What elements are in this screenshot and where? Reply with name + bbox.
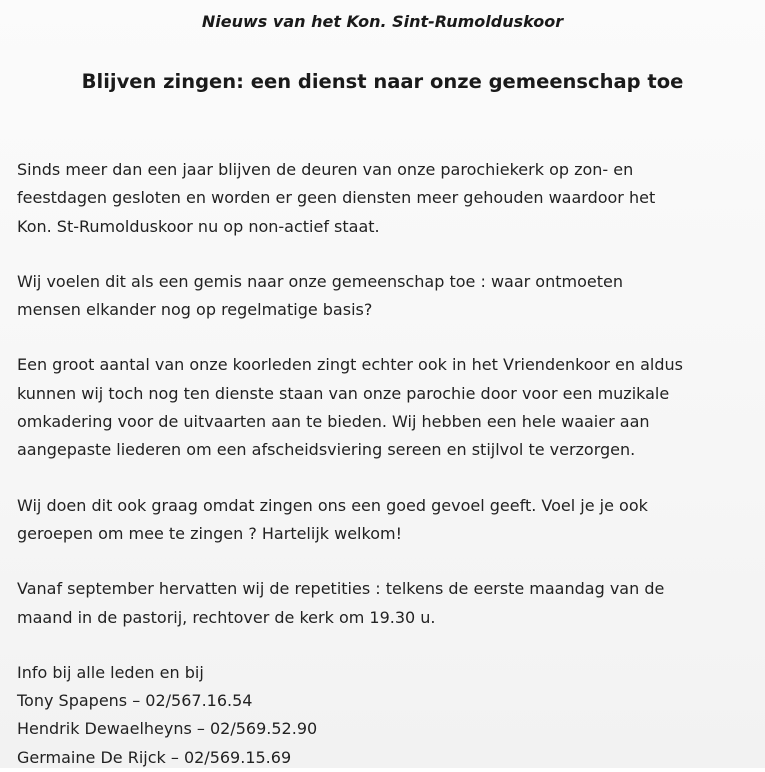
paragraph-rehearsals: Vanaf september hervatten wij de repetities : telkens de eerste maandag van de maand in de pastorij, rechtover de kerk om 19.30 u. <box>17 579 665 627</box>
paragraph-closure: Sinds meer dan een jaar blijven de deuren van onze parochiekerk op zon- en feestdagen gesloten en worden er geen diensten meer gehouden waardoor het Kon. St-Rumolduskoor nu op non-actief staat. <box>17 160 656 236</box>
paragraph-vriendenkoor: Een groot aantal van onze koorleden zingt echter ook in het Vriendenkoor en aldus kunnen wij toch nog ten dienste staan van onze parochie door voor een muzikale omkadering voor de uitvaarten aan te bieden. Wij hebben een hele waaier aan aangepaste liederen om een afscheidsviering sereen en stijlvol te verzorgen. <box>17 355 683 460</box>
paragraph-community: Wij voelen dit als een gemis naar onze gemeenschap toe : waar ontmoeten mensen elkander nog op regelmatige basis? <box>17 271 623 320</box>
article-body <box>17 156 762 772</box>
contact-intro: Info bij alle leden en bij <box>17 662 204 682</box>
paragraph-welcome: Wij doen dit ook graag omdat zingen ons een goed gevoel geeft. Voel je je ook geroepen om mee te zingen ? Hartelijk welkom! <box>17 495 648 543</box>
contact-line: Germaine De Rijck – 02/569.15.69 <box>17 747 292 767</box>
contact-block <box>17 659 762 772</box>
contact-line: Hendrik Dewaelheyns – 02/569.52.90 <box>17 719 318 739</box>
section-kicker: Nieuws van het Kon. Sint-Rumolduskoor <box>201 12 564 31</box>
article-headline: Blijven zingen: een dienst naar onze gemeenschap toe <box>81 70 684 93</box>
contact-line: Tony Spapens – 02/567.16.54 <box>17 691 253 711</box>
